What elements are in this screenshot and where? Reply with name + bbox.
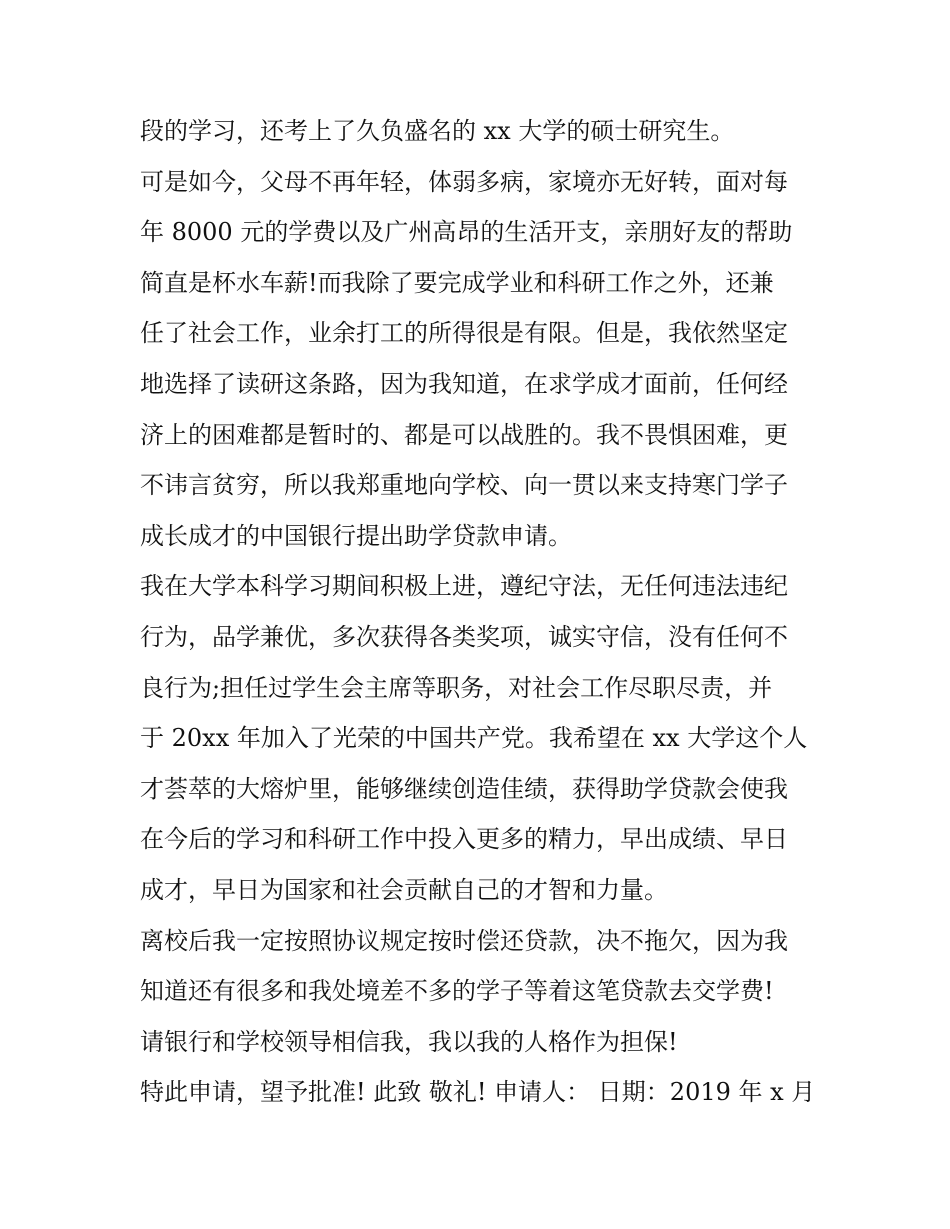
text-line: 在今后的学习和科研工作中投入更多的精力，早出成绩、早日 [140,825,788,854]
text-line: 请银行和学校领导相信我，我以我的人格作为担保! [140,1027,678,1056]
text-line: 成长成才的中国银行提出助学贷款申请。 [140,521,572,550]
text-line: 不讳言贫穷，所以我郑重地向学校、向一贯以来支持寒门学子 [140,471,788,500]
text-line: 任了社会工作，业余打工的所得很是有限。但是，我依然坚定 [140,319,788,348]
text-line: 于 20xx 年加入了光荣的中国共产党。我希望在 xx 大学这个人 [140,724,808,753]
text-line: 可是如今，父母不再年轻，体弱多病，家境亦无好转，面对每 [140,167,788,196]
document-body [140,106,820,1118]
text-line: 济上的困难都是暂时的、都是可以战胜的。我不畏惧困难，更 [140,420,788,449]
text-line: 成才，早日为国家和社会贡献自己的才智和力量。 [140,875,668,904]
text-line: 我在大学本科学习期间积极上进，遵纪守法，无任何违法违纪 [140,572,788,601]
text-line: 良行为;担任过学生会主席等职务，对社会工作尽职尽责，并 [140,673,773,702]
text-line: 年 8000 元的学费以及广州高昂的生活开支，亲朋好友的帮助 [140,218,793,247]
text-line: 知道还有很多和我处境差不多的学子等着这笔贷款去交学费! [140,977,774,1006]
text-line: 离校后我一定按照协议规定按时偿还贷款，决不拖欠，因为我 [140,926,788,955]
text-line: 地选择了读研这条路，因为我知道，在求学成才面前，任何经 [140,369,788,398]
text-line: 特此申请，望予批准! 此致 敬礼! 申请人： 日期：2019 年 x 月 [140,1078,816,1107]
text-line: 简直是杯水车薪!而我除了要完成学业和科研工作之外，还兼 [140,268,774,297]
text-line: 段的学习，还考上了久负盛名的 xx 大学的硕士研究生。 [140,117,735,145]
text-line: 才荟萃的大熔炉里，能够继续创造佳绩，获得助学贷款会使我 [140,774,788,803]
text-line: 行为，品学兼优，多次获得各类奖项，诚实守信，没有任何不 [140,622,788,651]
